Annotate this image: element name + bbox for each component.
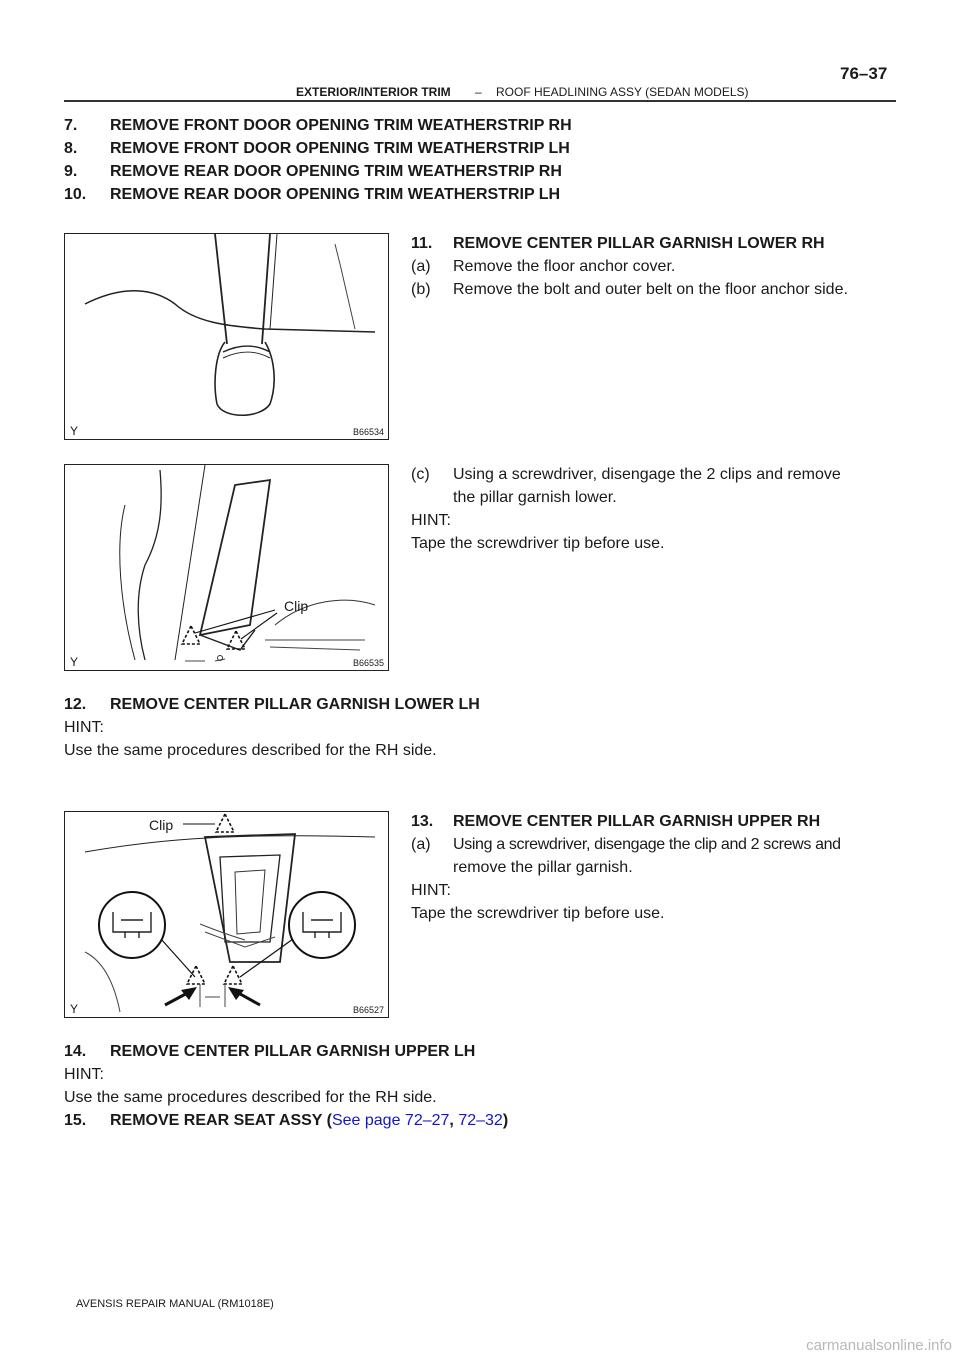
step-text: REMOVE CENTER PILLAR GARNISH LOWER RH (453, 235, 825, 252)
step-text: REMOVE FRONT DOOR OPENING TRIM WEATHERSTRIP LH (110, 140, 570, 157)
figure-corner-mark: Y (70, 655, 79, 669)
footer-manual-title: AVENSIS REPAIR MANUAL (RM1018E) (76, 1298, 274, 1310)
figure-pillar-lower-clips (64, 464, 389, 671)
step-9 (64, 161, 562, 183)
watermark: carmanualsonline.info (806, 1337, 952, 1354)
hint-text: Tape the screwdriver tip before use. (411, 535, 665, 552)
substep-label: (b) (411, 281, 431, 298)
step-num: 12. (64, 696, 87, 713)
step-11c-cont: the pillar garnish lower. (453, 489, 617, 506)
step-num: 9. (64, 163, 78, 180)
step-text (110, 1110, 508, 1132)
step-8 (64, 138, 570, 160)
figure-pillar-upper-clip (64, 811, 389, 1018)
step-15-title (64, 1110, 509, 1132)
step-text: REMOVE CENTER PILLAR GARNISH LOWER LH (110, 696, 480, 713)
link-separator: , (449, 1112, 459, 1129)
header-section: EXTERIOR/INTERIOR TRIM (296, 85, 451, 99)
step-11a (411, 256, 676, 278)
page-link-72-32[interactable]: 72–32 (458, 1112, 503, 1129)
step-num: 15. (64, 1112, 87, 1129)
header-rule (64, 100, 896, 102)
substep-label: (c) (411, 466, 430, 483)
figure-corner-mark: Y (70, 1002, 79, 1016)
step-10 (64, 184, 561, 206)
substep-text: Remove the floor anchor cover. (453, 258, 676, 275)
page-link-72-27[interactable]: See page 72–27 (331, 1112, 450, 1129)
step-11-title (411, 233, 825, 255)
figure-corner-mark: Y (70, 424, 79, 438)
substep-label: (a) (411, 836, 431, 853)
step-num: 10. (64, 186, 87, 203)
hint-label: HINT: (64, 1066, 104, 1083)
step-11c (411, 464, 841, 486)
step-text: REMOVE CENTER PILLAR GARNISH UPPER RH (453, 813, 821, 830)
substep-text: Using a screwdriver, disengage the clip and 2 screws and (453, 836, 841, 853)
step-num: 7. (64, 117, 78, 134)
step-7 (64, 115, 572, 137)
step-text: REMOVE REAR DOOR OPENING TRIM WEATHERSTRIP RH (110, 163, 562, 180)
hint-text: Tape the screwdriver tip before use. (411, 905, 665, 922)
clip-label: Clip (284, 598, 309, 614)
step-num: 8. (64, 140, 78, 157)
step-text: REMOVE REAR DOOR OPENING TRIM WEATHERSTRIP LH (110, 186, 561, 203)
hint-label: HINT: (411, 512, 451, 529)
clip-label: Clip (149, 817, 174, 833)
hint-label: HINT: (411, 882, 451, 899)
step-13a (411, 834, 841, 856)
step-text: REMOVE CENTER PILLAR GARNISH UPPER LH (110, 1043, 476, 1060)
floor-anchor-illustration (65, 234, 387, 438)
figure-code: B66535 (352, 658, 384, 668)
pillar-upper-illustration (65, 812, 387, 1016)
hint-text: Use the same procedures described for the RH side. (64, 742, 437, 759)
step-text-post: ) (502, 1112, 509, 1129)
hint-label: HINT: (64, 719, 104, 736)
hint-text: Use the same procedures described for the RH side. (64, 1089, 437, 1106)
step-13-title (411, 811, 821, 833)
header-dash: – (475, 85, 482, 99)
step-text: REMOVE FRONT DOOR OPENING TRIM WEATHERSTRIP RH (110, 117, 572, 134)
step-14-title (64, 1041, 476, 1063)
step-num: 14. (64, 1043, 87, 1060)
step-num: 11. (411, 235, 433, 252)
header-subsection: ROOF HEADLINING ASSY (SEDAN MODELS) (496, 85, 749, 99)
figure-floor-anchor (64, 233, 389, 440)
pillar-lower-illustration (65, 465, 387, 669)
step-12-title (64, 694, 480, 716)
page-number: 76–37 (840, 64, 888, 83)
substep-label: (a) (411, 258, 431, 275)
step-11b (411, 279, 848, 301)
figure-code: B66527 (352, 1005, 384, 1015)
figure-code: B66534 (352, 427, 384, 437)
step-text-pre: REMOVE REAR SEAT ASSY ( (110, 1112, 332, 1129)
step-13a-cont: remove the pillar garnish. (453, 859, 633, 876)
substep-text: Using a screwdriver, disengage the 2 clips and remove (453, 466, 841, 483)
step-num: 13. (411, 813, 434, 830)
substep-text: Remove the bolt and outer belt on the floor anchor side. (453, 281, 848, 298)
